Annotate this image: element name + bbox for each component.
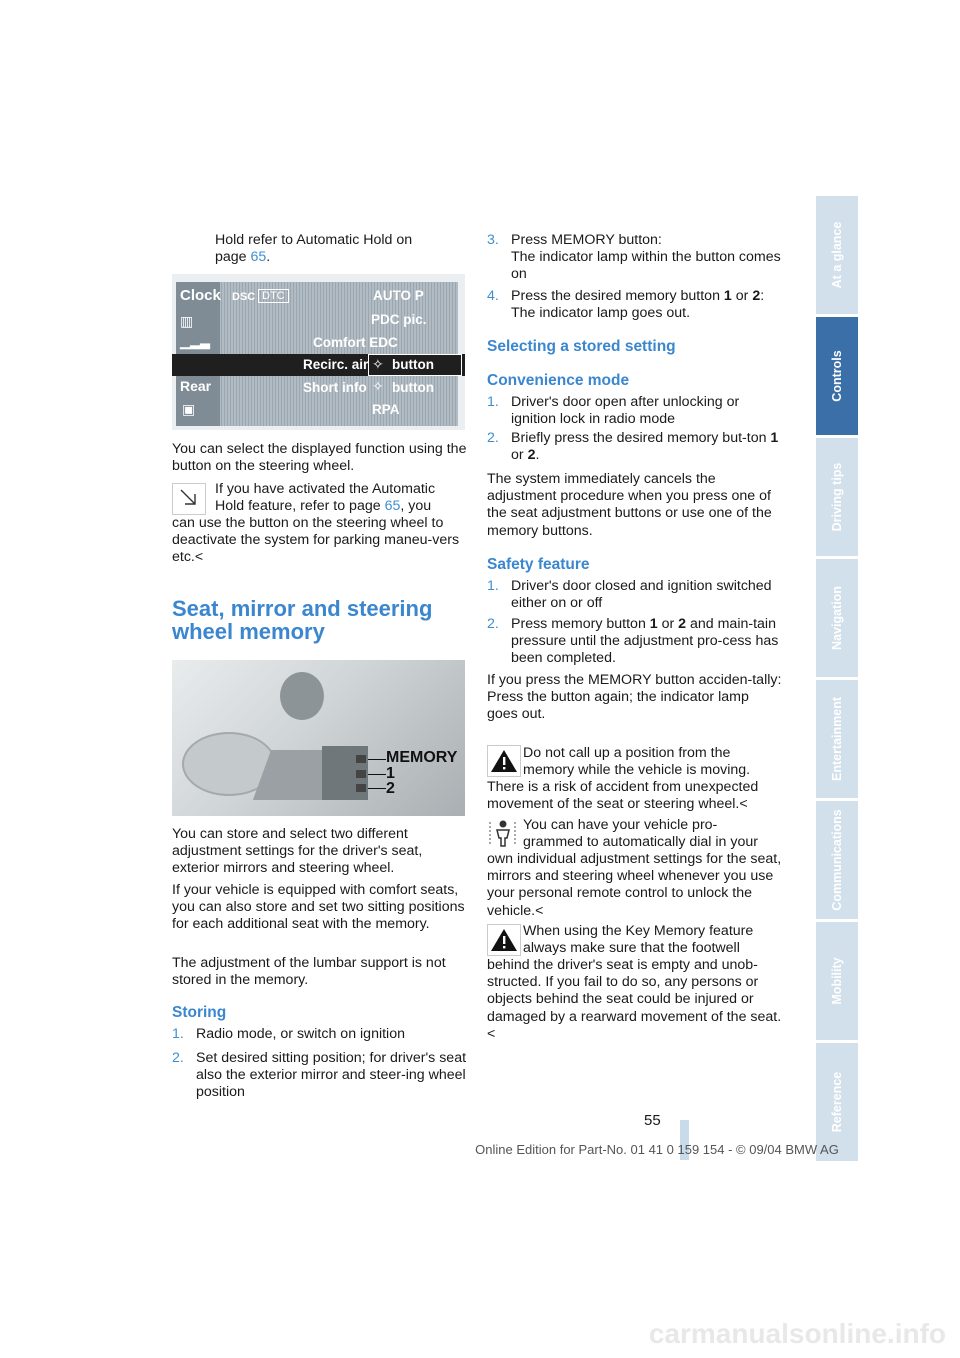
- list-item: 2. Press memory button 1 or 2 and main-tain pressure until the adjustment pro-cess has been completed.: [487, 616, 779, 667]
- para-store: You can store and select two different adjustment settings for the driver's seat, exterior mirrors and steering wheel.: [172, 826, 423, 877]
- list-item: 2. Set desired sitting position; for driver's seat also the exterior mirror and steer-ing wheel position: [172, 1050, 467, 1101]
- para-select: You can select the displayed function using the button on the steering wheel.: [172, 441, 467, 475]
- tab-controls[interactable]: Controls: [816, 317, 858, 435]
- memory-label: MEMORY: [386, 749, 458, 766]
- tab-communications[interactable]: Communications: [816, 801, 858, 919]
- warning2-text-rest: behind the driver's seat is empty and unob-structed. If you fail to do so, any persons or objects behind the seat could be injured or damaged by a rearward movement of the seat.<: [487, 957, 782, 1042]
- list-item: 1. Radio mode, or switch on ignition: [172, 1026, 405, 1042]
- memory-button-2-label: 2: [386, 780, 395, 797]
- tab-mobility[interactable]: Mobility: [816, 922, 858, 1040]
- menu-entry-button: button: [392, 357, 434, 372]
- note-text-rest: can use the button on the steering wheel to deactivate the system for parking maneu-vers etc.<: [172, 515, 460, 566]
- info-text-rest: own individual adjustment settings for the seat, mirrors and steering wheel whenever you use your personal remote control to unlock the vehicle.<: [487, 851, 782, 919]
- tab-dsc: DSC: [232, 291, 256, 303]
- heading-selecting: Selecting a stored setting: [487, 338, 676, 355]
- list-item: 3. Press MEMORY button: The indicator lamp within the button comes on: [487, 232, 781, 283]
- menu-screen-figure: [172, 274, 465, 430]
- tab-dtc: DTC: [258, 289, 289, 303]
- menu-entry-recirc-air: Recirc. air: [303, 357, 369, 372]
- page-link[interactable]: 65: [250, 249, 267, 266]
- list-item: 2. Briefly press the desired memory but-ton 1 or 2.: [487, 430, 779, 464]
- footer-edition: Online Edition for Part-No. 01 41 0 159 154 - © 09/04 BMW AG: [475, 1142, 839, 1157]
- heading-memory-2: wheel memory: [172, 619, 325, 644]
- heading-memory-1: Seat, mirror and steering: [172, 596, 433, 621]
- list-item: 1. Driver's door open after unlocking or ignition lock in radio mode: [487, 394, 740, 428]
- memory-button-1-label: 1: [386, 765, 395, 782]
- menu-icon-screen: ▣: [182, 401, 196, 417]
- note-text-b: Hold feature, refer to page 65, you: [215, 498, 432, 514]
- note-text-a: If you have activated the Automatic: [215, 481, 436, 497]
- note-arrow-icon: [172, 483, 206, 515]
- person-info-icon: [487, 818, 519, 848]
- menu-icon-chart: ▁▂▃: [180, 334, 210, 349]
- memory-buttons-photo: [172, 660, 465, 816]
- tab-navigation[interactable]: Navigation: [816, 559, 858, 677]
- steering-button-icon: ✧: [372, 356, 384, 372]
- warning-text-rest: There is a risk of accident from unexpected movement of the seat or steering wheel.<: [487, 779, 759, 813]
- warning-icon: [487, 745, 521, 777]
- menu-entry-pdc-pic: PDC pic.: [371, 312, 427, 327]
- tab-reference[interactable]: Reference: [816, 1043, 858, 1161]
- watermark: carmanualsonline.info: [648, 1318, 946, 1349]
- para-lumbar: The adjustment of the lumbar support is not stored in the memory.: [172, 955, 446, 989]
- steering-button-icon-2: ✧: [372, 378, 384, 394]
- para-comfort: If your vehicle is equipped with comfort seats, you can also store and set two sitting positions for each additional seat with the memory.: [172, 882, 465, 933]
- intro-text: Hold refer to Automatic Hold on page 65.: [215, 232, 413, 266]
- warning-text-b: memory while the vehicle is moving.: [523, 762, 751, 778]
- menu-entry-button-2: button: [392, 380, 434, 395]
- info-text-a: You can have your vehicle pro-: [523, 817, 718, 833]
- tab-driving-tips[interactable]: Driving tips: [816, 438, 858, 556]
- menu-item-clock: Clock: [180, 287, 221, 304]
- menu-entry-comfort-edc: Comfort EDC: [313, 335, 398, 350]
- warning-text-a: Do not call up a position from the: [523, 745, 731, 761]
- menu-entry-short-info: Short info: [303, 380, 367, 395]
- para-accident: If you press the MEMORY button acciden-tally: Press the button again; the indicator lamp goes out.: [487, 672, 782, 723]
- menu-entry-rpa: RPA: [372, 402, 400, 417]
- para-cancel: The system immediately cancels the adjustment procedure when you press one of the seat adjustment buttons or use one of the memory buttons.: [487, 471, 772, 539]
- page-link-2[interactable]: 65: [384, 498, 401, 514]
- info-text-b: grammed to automatically dial in your: [523, 834, 758, 850]
- list-item: 1. Driver's door closed and ignition switched either on or off: [487, 578, 772, 612]
- tab-at-a-glance[interactable]: At a glance: [816, 196, 858, 314]
- warning2-text-b: always make sure that the footwell: [523, 940, 740, 956]
- list-item: 4. Press the desired memory button 1 or 2: The indicator lamp goes out.: [487, 288, 765, 322]
- heading-storing: Storing: [172, 1004, 227, 1021]
- menu-icon-seat: ▥: [180, 313, 194, 329]
- warning2-text-a: When using the Key Memory feature: [523, 923, 754, 939]
- warning-icon-2: [487, 924, 521, 956]
- heading-convenience: Convenience mode: [487, 372, 630, 389]
- page-number: 55: [644, 1112, 661, 1129]
- tab-entertainment[interactable]: Entertainment: [816, 680, 858, 798]
- heading-safety: Safety feature: [487, 556, 590, 573]
- menu-item-rear: Rear: [180, 378, 212, 394]
- menu-entry-auto-p: AUTO P: [373, 288, 424, 303]
